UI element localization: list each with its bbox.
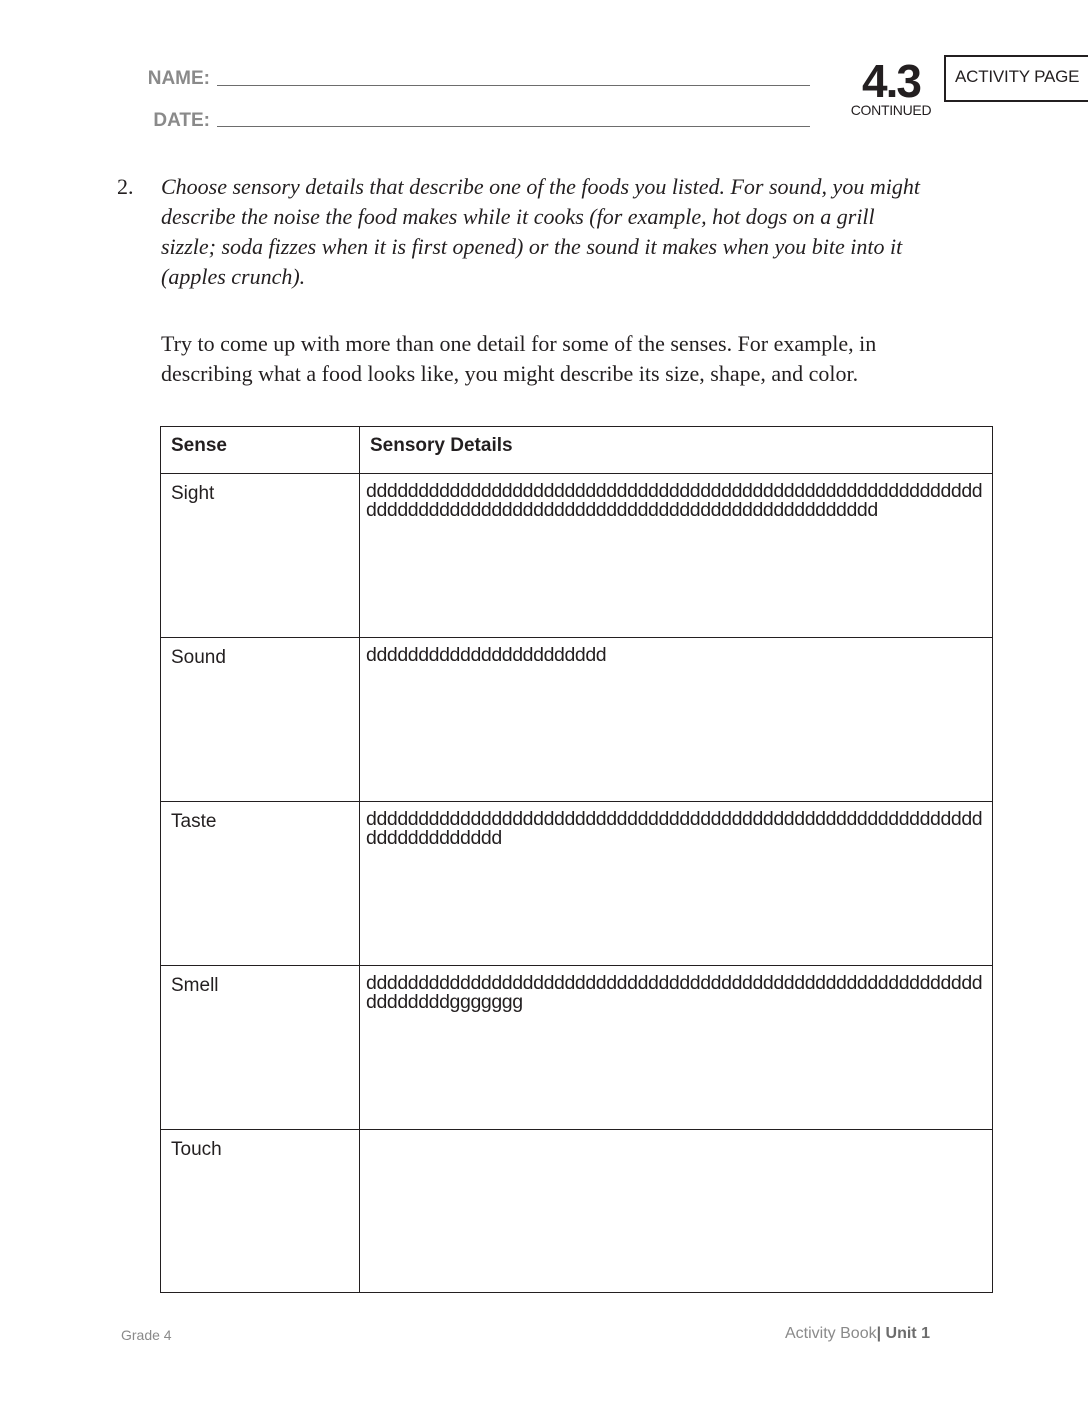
- prompt-line: (apples crunch).: [161, 264, 306, 289]
- question-instruction: [161, 329, 991, 389]
- sense-cell: [161, 638, 360, 802]
- sense-label-sight: Sight: [171, 483, 215, 504]
- footer-grade: Grade 4: [121, 1327, 172, 1343]
- table-row: [161, 802, 993, 966]
- sight-details: dddddddddddddddddddddddddddddddddddddddddddddddddddddddddddddddddddddddddddddddddddddddddddddddddddddddddddd: [366, 480, 983, 521]
- sense-label-sound: Sound: [171, 647, 226, 668]
- touch-details: [360, 1130, 992, 1138]
- sense-label-smell: Smell: [171, 975, 219, 996]
- sound-details: ddddddddddddddddddddddd: [366, 644, 607, 666]
- question-number: 2.: [117, 174, 134, 199]
- sense-cell: [161, 474, 360, 638]
- details-cell[interactable]: [360, 966, 993, 1130]
- footer-book-unit: [785, 1325, 930, 1343]
- prompt-line: describe the noise the food makes while it cooks (for example, hot dogs on a grill: [161, 204, 875, 229]
- activity-number: 4.3: [862, 55, 920, 107]
- instruction-line: describing what a food looks like, you might describe its size, shape, and color.: [161, 361, 859, 386]
- continued-label: CONTINUED: [850, 102, 932, 118]
- prompt-line: sizzle; soda fizzes when it is first opened) or the sound it makes when you bite into it: [161, 234, 903, 259]
- sense-cell: [161, 802, 360, 966]
- date-line[interactable]: [217, 126, 810, 127]
- sense-cell: [161, 966, 360, 1130]
- table-row: [161, 638, 993, 802]
- smell-details: dddddddddddddddddddddddddddddddddddddddddddddddddddddddddddddddddddggggggg: [366, 972, 983, 1013]
- sensory-details-table: [160, 426, 993, 1293]
- activity-page-badge: [944, 55, 1088, 102]
- details-cell[interactable]: [360, 638, 993, 802]
- sense-column-header: Sense: [161, 427, 360, 474]
- table-row: [161, 1130, 993, 1293]
- table-row: [161, 966, 993, 1130]
- details-column-header: Sensory Details: [360, 427, 993, 474]
- sense-cell: [161, 1130, 360, 1293]
- details-cell[interactable]: [360, 802, 993, 966]
- details-cell[interactable]: [360, 1130, 993, 1293]
- footer-separator: |: [876, 1325, 882, 1342]
- taste-details: dddddddddddddddddddddddddddddddddddddddddddddddddddddddddddddddddddddddd: [366, 808, 983, 849]
- table-header-row: [161, 427, 993, 474]
- footer-book: Activity Book: [785, 1325, 877, 1342]
- footer-unit: Unit 1: [885, 1325, 930, 1342]
- details-cell[interactable]: [360, 474, 993, 638]
- question-prompt: [161, 172, 991, 292]
- name-label: NAME:: [147, 68, 210, 89]
- sense-label-taste: Taste: [171, 811, 217, 832]
- sense-label-touch: Touch: [171, 1139, 222, 1160]
- instruction-line: Try to come up with more than one detail for some of the senses. For example, in: [161, 331, 877, 356]
- name-line[interactable]: [217, 85, 810, 86]
- prompt-line: Choose sensory details that describe one of the foods you listed. For sound, you might: [161, 174, 920, 199]
- table-row: [161, 474, 993, 638]
- date-label: DATE:: [153, 110, 210, 131]
- activity-page-label: ACTIVITY PAGE: [955, 67, 1080, 86]
